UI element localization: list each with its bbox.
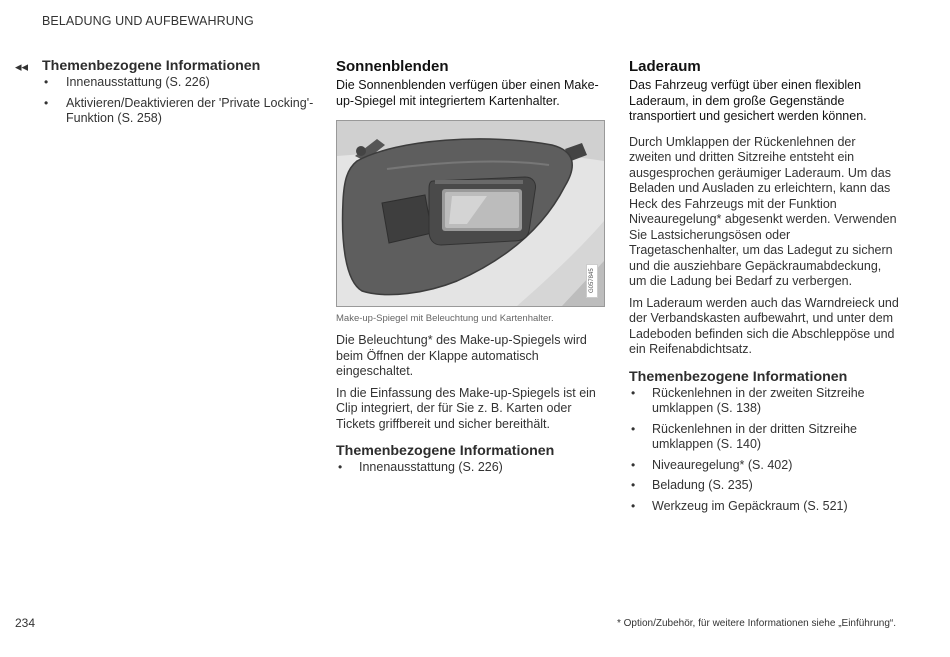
related-link-rueckenlehnen-zweite[interactable]: • Rückenlehnen in der zweiten Sitzreihe umklappen (S. 138)	[629, 386, 899, 417]
laderaum-paragraph-2: Im Laderaum werden auch das Warndreieck und der Verbandskasten aufbewahrt, und unter dem Ladeboden befinden sich die Abschleppöse und ein Reifenabdichtsatz.	[629, 295, 899, 356]
related-info-heading: Themenbezogene Informationen	[336, 443, 555, 459]
related-link-beladung[interactable]: • Beladung (S. 235)	[629, 478, 899, 494]
related-info-list	[336, 460, 606, 476]
related-link-innenausstattung[interactable]: • Innenausstattung (S. 226)	[42, 75, 315, 91]
sun-visor-image	[337, 121, 604, 306]
related-info-list	[629, 386, 899, 515]
figure-id: G057845	[586, 264, 598, 298]
related-link-rueckenlehnen-dritte[interactable]: • Rückenlehnen in der dritten Sitzreihe umklappen (S. 140)	[629, 422, 899, 453]
related-info-heading: Themenbezogene Informationen	[629, 368, 848, 385]
laderaum-intro: Das Fahrzeug verfügt über einen flexiblen Laderaum, in dem große Gegenstände transportiert und gesichert werden können.	[629, 78, 867, 123]
sonnenblenden-paragraph-1: Die Beleuchtung* des Make-up-Spiegels wird beim Öffnen der Klappe automatisch eingeschaltet.	[336, 333, 587, 378]
related-info-heading: Themenbezogene Informationen	[42, 58, 261, 74]
related-link-innenausstattung[interactable]: • Innenausstattung (S. 226)	[336, 460, 606, 476]
figure-caption: Make-up-Spiegel mit Beleuchtung und Kartenhalter.	[336, 313, 554, 324]
page-header: BELADUNG UND AUFBEWAHRUNG	[42, 14, 254, 28]
related-info-list	[42, 75, 315, 127]
continuation-arrow-icon: ◂◂	[15, 59, 29, 74]
related-link-private-locking[interactable]: • Aktivieren/Deaktivieren der 'Private Locking'-Funktion (S. 258)	[42, 96, 315, 127]
section-title-laderaum: Laderaum	[629, 58, 701, 75]
laderaum-paragraph-1: Durch Umklappen der Rückenlehnen der zweiten und dritten Sitzreihe entsteht ein ausgesprochen geräumiger Laderaum. Um das Beladen und Ausladen zu erleichtern, kann das Heck des Fahrzeugs mit der Funktion Niveauregelung* abgesenkt werden. Verwenden Sie Lastsicherungsösen oder Tragetaschenhalter, um das Ladegut zu sichern und die ausziehbare Gepäckraumabdeckung, um die Ladung bei Bedarf zu verbergen.	[629, 134, 897, 288]
section-title-sonnenblenden: Sonnenblenden	[336, 58, 449, 75]
footnote: * Option/Zubehör, für weitere Informationen siehe „Einführung“.	[616, 618, 896, 629]
page-number: 234	[15, 616, 36, 630]
sun-visor-illustration	[336, 120, 605, 307]
related-link-niveauregelung[interactable]: • Niveauregelung* (S. 402)	[629, 458, 899, 474]
related-link-werkzeug[interactable]: • Werkzeug im Gepäckraum (S. 521)	[629, 499, 899, 515]
sonnenblenden-paragraph-2: In die Einfassung des Make-up-Spiegels ist ein Clip integriert, der für Sie z. B. Karten oder Tickets griffbereit und sicher bereithält.	[336, 385, 596, 431]
column-related-info	[15, 58, 315, 132]
column-sonnenblenden	[336, 58, 606, 481]
column-laderaum	[629, 58, 899, 519]
sonnenblenden-intro: Die Sonnenblenden verfügen über einen Make-up-Spiegel mit integriertem Kartenhalter.	[336, 78, 599, 108]
